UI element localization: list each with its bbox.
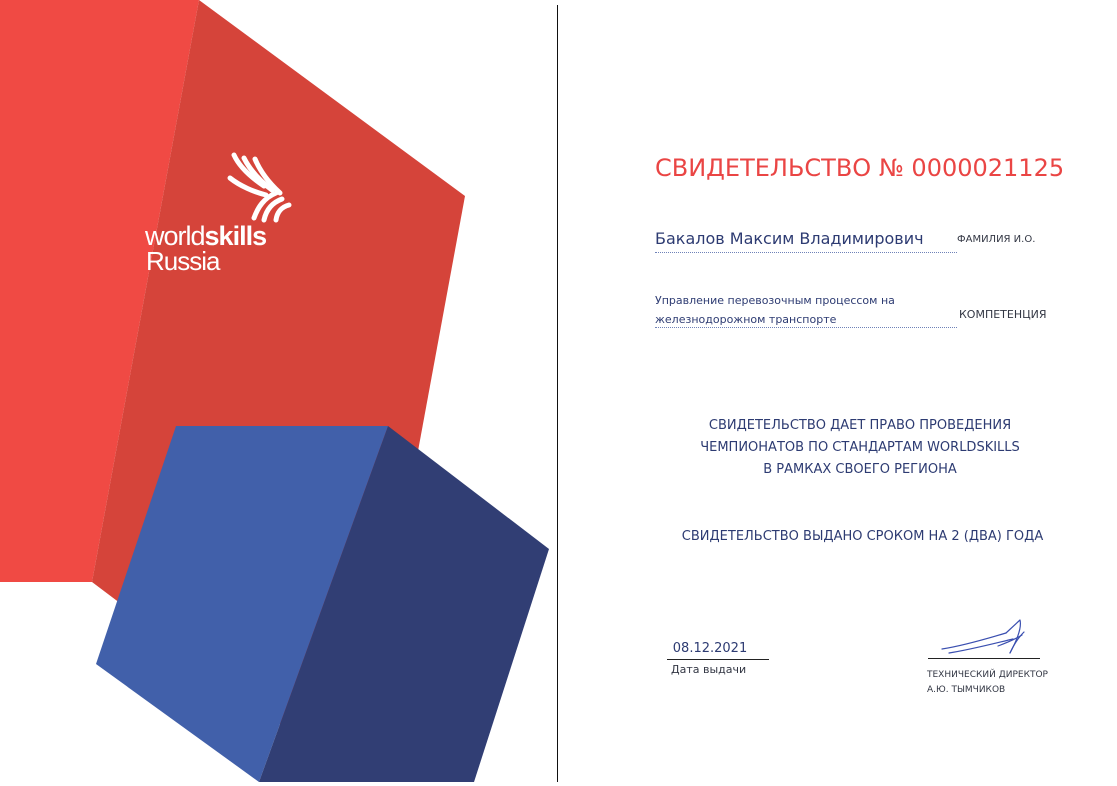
worldskills-flame-icon xyxy=(220,150,295,225)
issue-date-block xyxy=(664,640,769,680)
logo-word-regular: world xyxy=(145,221,205,251)
recipient-name-underline xyxy=(655,252,957,253)
recipient-name-caption: ФАМИЛИЯ И.О. xyxy=(957,234,1036,245)
page-divider xyxy=(557,5,558,782)
director-signature-block xyxy=(920,615,1080,697)
rights-line: ЧЕМПИОНАТОВ ПО СТАНДАРТАМ WORLDSKILLS xyxy=(700,440,1020,455)
rights-statement xyxy=(660,415,1060,481)
geometric-shapes xyxy=(0,0,557,782)
competency-value: Управление перевозочным процессом на железнодорожном транспорте xyxy=(655,294,895,326)
competency-caption: КОМПЕТЕНЦИЯ xyxy=(959,308,1047,321)
certificate-title: СВИДЕТЕЛЬСТВО № 0000021125 xyxy=(655,154,1065,182)
rights-line: В РАМКАХ СВОЕГО РЕГИОНА xyxy=(763,462,957,477)
logo-country: Russia xyxy=(146,246,220,276)
recipient-name: Бакалов Максим Владимирович xyxy=(655,229,924,248)
logo-word-bold: skills xyxy=(204,221,267,251)
competency-underline xyxy=(655,327,957,328)
issue-date: 08.12.2021 xyxy=(672,641,748,656)
director-name: А.Ю. ТЫМЧИКОВ xyxy=(927,685,1006,695)
signature-line xyxy=(928,658,1040,659)
recipient-name-row xyxy=(655,228,1055,254)
handwritten-signature xyxy=(936,615,1036,661)
issue-date-caption: Дата выдачи xyxy=(671,663,747,676)
director-title: ТЕХНИЧЕСКИЙ ДИРЕКТОР xyxy=(927,670,1048,680)
decorative-background-art xyxy=(0,0,557,782)
worldskills-logo xyxy=(145,150,295,280)
issue-date-underline xyxy=(667,659,769,660)
rights-line: СВИДЕТЕЛЬСТВО ДАЕТ ПРАВО ПРОВЕДЕНИЯ xyxy=(708,418,1012,433)
validity-statement: СВИДЕТЕЛЬСТВО ВЫДАНО СРОКОМ НА 2 (ДВА) ГОДА xyxy=(681,529,1044,544)
